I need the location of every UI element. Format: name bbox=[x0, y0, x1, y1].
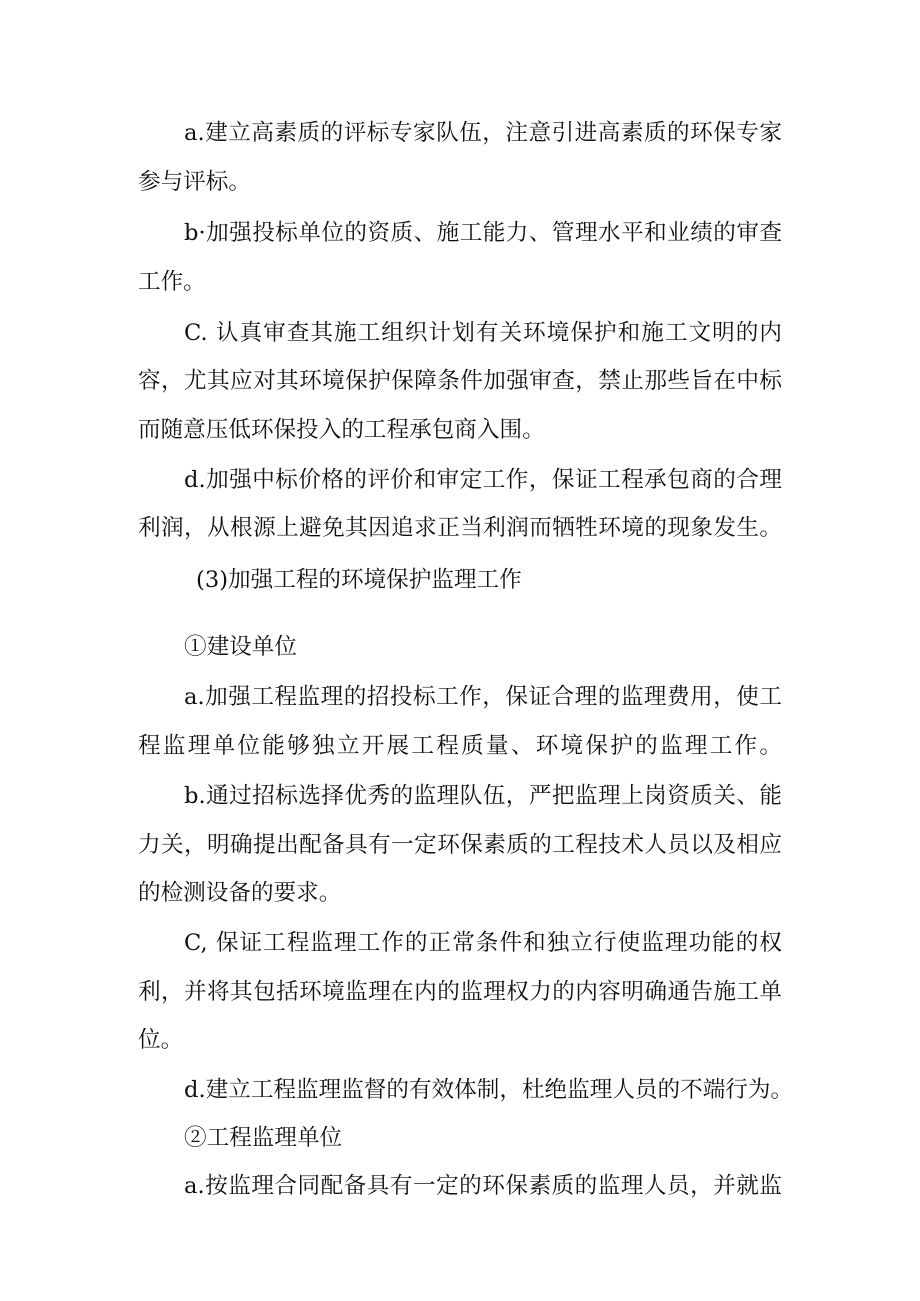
section-heading-3: (3)加强工程的环境保护监理工作 bbox=[196, 567, 522, 593]
paragraph-c1-line-2: 容，尤其应对其环境保护保障条件加强审查，禁止那些旨在中标 bbox=[138, 368, 782, 394]
paragraph-a2-line-2: 程监理单位能够独立开展工程质量、环境保护的监理工作。 bbox=[138, 733, 782, 759]
paragraph-a3-line-1: a.按监理合同配备具有一定的环保素质的监理人员，并就监 bbox=[184, 1173, 782, 1199]
paragraph-b1-line-1: b·加强投标单位的资质、施工能力、管理水平和业绩的审查 bbox=[184, 220, 782, 246]
paragraph-b1-line-2: 工作。 bbox=[138, 269, 206, 295]
paragraph-d2-line-1: d.建立工程监理监督的有效体制，杜绝监理人员的不端行为。 bbox=[184, 1077, 794, 1103]
paragraph-d1-line-1: d.加强中标价格的评价和审定工作，保证工程承包商的合理 bbox=[184, 467, 782, 493]
paragraph-a1-line-2: 参与评标。 bbox=[138, 169, 251, 195]
subsection-heading-1: ①建设单位 bbox=[184, 634, 297, 660]
subsection-heading-2: ②工程监理单位 bbox=[184, 1125, 343, 1151]
paragraph-c2-line-1: C, 保证工程监理工作的正常条件和独立行使监理功能的权 bbox=[184, 930, 782, 956]
paragraph-d1-line-2: 利润，从根源上避免其因追求正当利润而牺牲环境的现象发生。 bbox=[138, 515, 782, 541]
paragraph-c2-line-3: 位。 bbox=[138, 1027, 184, 1053]
paragraph-c1-line-3: 而随意压低环保投入的工程承包商入围。 bbox=[138, 417, 545, 443]
paragraph-a2-line-1: a.加强工程监理的招投标工作，保证合理的监理费用，使工 bbox=[184, 684, 782, 710]
paragraph-b2-line-1: b.通过招标选择优秀的监理队伍，严把监理上岗资质关、能 bbox=[184, 783, 782, 809]
paragraph-a1-line-1: a.建立高素质的评标专家队伍，注意引进高素质的环保专家 bbox=[184, 120, 782, 146]
paragraph-b2-line-3: 的检测设备的要求。 bbox=[138, 880, 342, 906]
paragraph-b2-line-2: 力关，明确提出配备具有一定环保素质的工程技术人员以及相应 bbox=[138, 832, 782, 858]
paragraph-c1-line-1: C. 认真审查其施工组织计划有关环境保护和施工文明的内 bbox=[184, 320, 782, 346]
paragraph-c2-line-2: 利，并将其包括环境监理在内的监理权力的内容明确通告施工单 bbox=[138, 979, 782, 1005]
